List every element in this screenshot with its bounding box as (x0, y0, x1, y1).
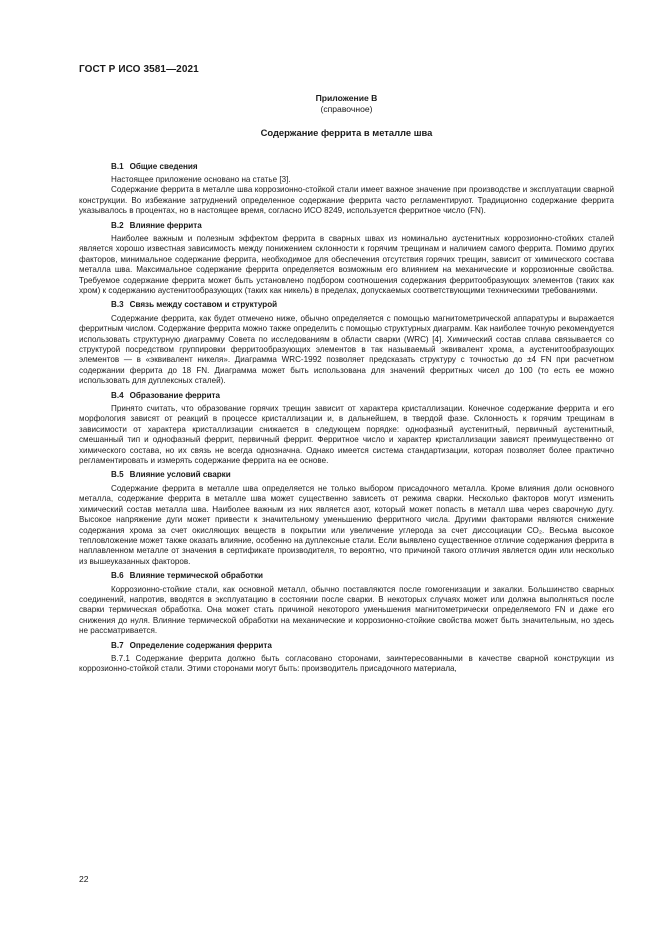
standard-header: ГОСТ Р ИСО 3581—2021 (79, 64, 199, 75)
section (79, 470, 614, 567)
appendix-subtitle: (справочное) (320, 104, 373, 114)
section (79, 641, 614, 675)
section-title: Связь между составом и структурой (129, 300, 278, 310)
section-number: В.1 (111, 161, 124, 171)
paragraph: Коррозионно-стойкие стали, как основной металл, обычно поставляются после гомогенизации и закалки. Большинство сварных соединений, напротив, вводятся в эксплуатацию в состоянии после сварки. В некоторых случаях может или должна выполняться после сварки термическая обработка. Она может стать причиной некоторого уменьшения магнитометрически определяемого FN и даже его снижения до нуля. Влияние термической обработки на механические и коррозионно-стойкие свойства может быть значительным, но здесь не рассматривается. (79, 584, 614, 636)
section-heading (111, 300, 614, 310)
section-number: В.4 (111, 390, 124, 400)
section-number: В.7 (111, 640, 124, 650)
appendix-heading (79, 93, 614, 115)
paragraph: Содержание феррита в металле шва коррозионно-стойкой стали имеет важное значение при производстве и эксплуатации сварной конструкции. Во избежание затруднений определенное содержание феррита часто регламентируют. Традиционно содержание феррита указывалось в процентах, но в настоящее время, согласно ИСО 8249, используется ферритное число (FN). (79, 185, 614, 216)
appendix-title: Приложение В (315, 93, 378, 103)
section-title: Влияние феррита (129, 220, 202, 230)
document-body (79, 159, 614, 679)
section-heading (111, 162, 614, 172)
section-heading (111, 470, 614, 480)
section (79, 571, 614, 636)
section-heading (111, 571, 614, 581)
section-number: В.2 (111, 220, 124, 230)
section (79, 162, 614, 217)
section-heading (111, 641, 614, 651)
paragraph: В.7.1 Содержание феррита должно быть согласовано сторонами, заинтересованными в качестве сварной конструкции из коррозионно-стойкой стали. Этими сторонами могут быть: производитель присадочного материала, (79, 653, 614, 674)
paragraph: Наиболее важным и полезным эффектом феррита в сварных швах из номинально аустенитных коррозионно-стойких сталей является хорошо известная зависимость между понижением склонности к горячим трещинам и наличием самого феррита. Помимо других факторов, минимальное содержание феррита, необходимое для обеспечения отсутствия горячих трещин, зависит от химического состава металла шва. Максимальное содержание феррита определяется возможным его влиянием на механические и коррозионные свойства. Требуемое содержание феррита может быть установлено подбором соотношения содержания ферритообразующих элементов (таких как хром) к содержанию аустенитообразующих (таких как никель) в пределах, допускаемых соответствующими техническими требованиями. (79, 233, 614, 295)
section-title: Образование феррита (129, 390, 221, 400)
section-number: В.5 (111, 470, 124, 480)
paragraph: Принято считать, что образование горячих трещин зависит от характера кристаллизации. Конечное содержание феррита и его морфология зависят от реакций в процессе кристаллизации и, в дальнейшем, в твердой фазе. Склонность к горячим трещинам в зависимости от характера кристаллизации снижается в следующем порядке: однофазный аустенитный, первичный аустенитный, смешанный тип и однофазный феррит, первичный феррит. Ферритное число и характер кристаллизации зависят преимущественно от химического состава, но их связь не всегда однозначна. Однако имеется система стандартизации, которая позволяет более практично регламентировать и измерять содержание феррита на ее основе. (79, 404, 614, 466)
section (79, 221, 614, 297)
paragraph: Содержание феррита в металле шва определяется не только выбором присадочного металла. Кроме влияния доли основного металла, содержание феррита в металле шва может существенно зависеть от режима сварки. Несколько факторов могут изменить химический состав металла шва. Наиболее важным из них является азот, который может попасть в металл шва через сварочную дугу. Высокое напряжение дуги может привести к значительному уменьшению ферритного числа. Другими факторами являются снижение содержания хрома за счет окисляющих веществ в покрытии или увеличение углерода за счет диссоциации СО₂. Весьма высокое тепловложение может также оказать влияние, особенно на дуплексные стали. Если выявлено существенное отличие содержания феррита в наплавленном металле от значения в сертификате производителя, то вероятно, что причиной такого отличия является один или несколько из вышеуказанных факторов. (79, 483, 614, 566)
section-heading (111, 391, 614, 401)
section-number: В.6 (111, 571, 124, 581)
paragraph: Содержание феррита, как будет отмечено ниже, обычно определяется с помощью магнитометрической аппаратуры и выражается ферритным числом. Содержание феррита можно также определить с помощью структурных диаграмм. Как наиболее точную рекомендуется использовать структурную диаграмму Совета по исследованиям в области сварки (WRC) [4]. Химический состав сплава связывается со структурой посредством группировки ферритообразующих элементов в так называемый эквивалент хрома, а аустенитообразующих элементов — в «эквивалент никеля». Диаграмма WRC-1992 позволяет предсказать структуру с точностью до ±4 FN при расчетном содержании феррита до 18 FN. Диаграмма может быть использована для значений ферритных чисел до 100 (то есть ее можно использовать для дуплексных сталей). (79, 313, 614, 386)
section (79, 391, 614, 467)
section-title: Влияние условий сварки (129, 470, 231, 480)
document-title: Содержание феррита в металле шва (260, 127, 433, 138)
section-heading (111, 221, 614, 231)
paragraph: Настоящее приложение основано на статье [3]. (111, 174, 291, 184)
page-number: 22 (79, 874, 89, 884)
section-title: Общие сведения (129, 161, 198, 171)
section (79, 300, 614, 386)
section-title: Определение содержания феррита (129, 640, 272, 650)
section-title: Влияние термической обработки (129, 571, 264, 581)
section-number: В.3 (111, 300, 124, 310)
